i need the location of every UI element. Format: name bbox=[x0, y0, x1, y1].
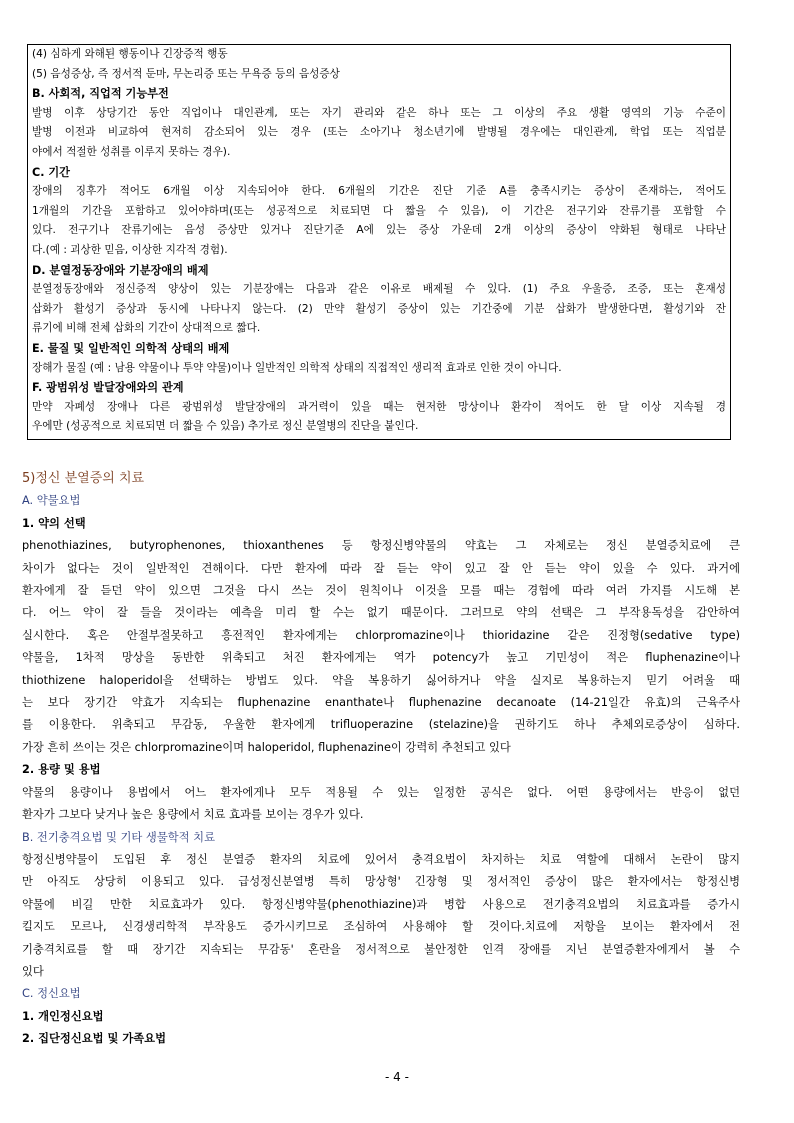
subsection-b-title: B. 전기충격요법 및 기타 생물학적 치료 bbox=[22, 830, 215, 844]
paragraph-line: 킬지도 모르나, 신경생리학적 부작용도 증가시키므로 조심하여 사용해야 할 것이다.치료에 저항을 보이는 환자에서 전 bbox=[22, 920, 740, 934]
criteria-b-title: B. 사회적, 직업적 기능부전 bbox=[32, 87, 169, 101]
criteria-d-title: D. 분열정동장애와 기분장애의 배제 bbox=[32, 263, 209, 277]
subsection-a-title: A. 약물요법 bbox=[22, 494, 81, 508]
page-number: - 4 - bbox=[385, 1070, 409, 1084]
criteria-e-line: 장해가 물질 (예 : 남용 약물이나 투약 약물)이나 일반적인 의학적 상태의 직접적인 생리적 효과로 인한 것이 아니다. bbox=[32, 361, 562, 374]
criteria-d-line: 삽화가 활성기 증상과 동시에 나타나지 않는다. (2) 만약 활성기 증상이 있는 기간중에 기분 삽화가 발생한다면, 활성기와 잔 bbox=[32, 302, 726, 315]
diagnostic-criteria-box bbox=[27, 44, 731, 440]
paragraph-line: 기충격치료를 할 때 장기간 지속되는 무감동' 혼란을 정서적으로 불안정한 인격 장애를 지닌 분열증환자에게서 볼 수 bbox=[22, 942, 740, 956]
c2-heading: 2. 집단정신요법 및 가족요법 bbox=[22, 1032, 166, 1046]
paragraph-line: 는 보다 장기간 약효가 지속되는 fluphenazine enanthate나 fluphenazine decanoate (14-21일간 유효)의 근육주사 bbox=[22, 696, 740, 710]
paragraph-line: 항정신병약물이 도입된 후 정신 분열증 환자의 치료에 있어서 충격요법이 차지하는 치료 역할에 대해서 논란이 많지 bbox=[22, 852, 740, 866]
criteria-d-line: 분열정동장애와 정신증적 양상이 있는 기분장애는 다음과 같은 이유로 배제될 수 있다. (1) 주요 우울증, 조증, 또는 혼재성 bbox=[32, 283, 726, 296]
criteria-b-line: 발병 이전과 비교하여 현저히 감소되어 있는 경우 (또는 소아기나 청소년기에 발병될 경우에는 대인관계, 학업 또는 직업분 bbox=[32, 126, 726, 139]
a2-heading: 2. 용량 및 용법 bbox=[22, 763, 101, 777]
paragraph-line: 가장 흔히 쓰이는 것은 chlorpromazine이며 haloperidol, fluphenazine이 강력히 추천되고 있다 bbox=[22, 740, 511, 754]
criteria-c-line: 있다. 전구기나 잔류기에는 음성 증상만 있거나 진단기준 A에 있는 증상 가운데 2개 이상의 증상이 약화된 형태로 나타난 bbox=[32, 224, 726, 237]
paragraph-line: 있다 bbox=[22, 964, 44, 978]
paragraph-line: 실시한다. 혹은 안절부절못하고 흥전적인 환자에게는 chlorpromazine이나 thioridazine 같은 진정형(sedative type) bbox=[22, 628, 740, 642]
paragraph-line: 환자에게 잘 듣던 약이 있으면 그것을 다시 쓰는 것이 원칙이나 이것을 모를 때는 경험에 따라 여러 가지를 시도해 본 bbox=[22, 584, 740, 598]
criteria-f-line: 만약 자폐성 장애나 다른 광범위성 발달장애의 과거력이 있을 때는 현저한 망상이나 환각이 적어도 한 달 이상 지속될 경 bbox=[32, 400, 726, 413]
paragraph-line: 를 이용한다. 위축되고 무감동, 우울한 환자에게 trifluoperazine (stelazine)을 권하기도 하나 추체외로증상이 심하다. bbox=[22, 718, 740, 732]
paragraph-line: 환자가 그보다 낮거나 높은 용량에서 치료 효과를 보이는 경우가 있다. bbox=[22, 808, 364, 822]
criteria-e-title: E. 물질 및 일반적인 의학적 상태의 배제 bbox=[32, 341, 230, 355]
criteria-c-line: 다.(예 : 괴상한 믿음, 이상한 지각적 경험). bbox=[32, 243, 228, 256]
paragraph-line: phenothiazines, butyrophenones, thioxanthenes 등 항정신병약물의 약효는 그 자체로는 정신 분열증치료에 큰 bbox=[22, 539, 740, 553]
paragraph-line: 다. 어느 약이 잘 들을 것이라는 예측을 미리 할 수는 없기 때문이다. 그러므로 약의 선택은 그 부작용독성을 감안하여 bbox=[22, 606, 740, 620]
criteria-f-line: 우에만 (성공적으로 치료되면 더 짧을 수 있음) 추가로 정신 분열병의 진단을 붙인다. bbox=[32, 420, 419, 433]
criteria-b-line: 야에서 적절한 성취를 이루지 못하는 경우). bbox=[32, 145, 231, 158]
criteria-c-title: C. 기간 bbox=[32, 165, 70, 179]
criteria-c-line: 장애의 징후가 적어도 6개월 이상 지속되어야 한다. 6개월의 기간은 진단 기준 A를 충족시키는 증상이 존재하는, 적어도 bbox=[32, 185, 726, 198]
criteria-c-line: 1개월의 기간을 포함하고 있어야하며(또는 성공적으로 치료되면 다 짧을 수 있음), 이 기간은 전구기와 잔류기를 포함할 수 bbox=[32, 204, 726, 217]
subsection-c-title: C. 정신요법 bbox=[22, 987, 81, 1001]
criteria-b-line: 발병 이후 상당기간 동안 직업이나 대인관계, 또는 자기 관리와 같은 하나 또는 그 이상의 주요 생활 영역의 기능 수준이 bbox=[32, 106, 726, 119]
paragraph-line: 약물을, 1차적 망상을 동반한 위축되고 처진 환자에게는 역가 potency가 높고 기민성이 적은 fluphenazine이나 bbox=[22, 651, 740, 665]
paragraph-line: 만 아직도 상당히 이용되고 있다. 급성정신분열병 특히 망상형' 긴장형 및 정서적인 증상이 많은 환자에서는 항정신병 bbox=[22, 875, 740, 889]
treatment-section bbox=[22, 468, 740, 1051]
c1-heading: 1. 개인정신요법 bbox=[22, 1009, 104, 1023]
paragraph-line: 차이가 없다는 것이 일반적인 견해이다. 다만 환자에 따라 잘 듣는 약이 있고 잘 안 듣는 약이 있을 수 있다. 과거에 bbox=[22, 561, 740, 575]
criteria-item-5: (5) 음성증상, 즉 정서적 둔마, 무논리증 또는 무욕증 등의 음성증상 bbox=[32, 67, 340, 80]
a1-heading: 1. 약의 선택 bbox=[22, 516, 86, 530]
paragraph-line: thiothizene haloperidol을 선택하는 방법도 있다. 약을 복용하기 싫어하거나 약을 실지로 복용하는지 믿기 어려울 때 bbox=[22, 673, 740, 687]
paragraph-line: 약물의 용량이나 용법에서 어느 환자에게나 모두 적용될 수 있는 일정한 공식은 없다. 어떤 용량에서는 반응이 없던 bbox=[22, 785, 740, 799]
criteria-f-title: F. 광범위성 발달장애와의 관계 bbox=[32, 381, 184, 395]
criteria-item-4: (4) 심하게 와해된 행동이나 긴장증적 행동 bbox=[32, 48, 228, 60]
section-title: 5)정신 분열증의 치료 bbox=[22, 471, 145, 486]
paragraph-line: 약물에 비길 만한 치료효과가 있다. 항정신병약물(phenothiazine)과 병합 사용으로 전기충격요법의 치료효과를 증가시 bbox=[22, 897, 740, 911]
criteria-d-line: 류기에 비해 전체 삽화의 기간이 상대적으로 짧다. bbox=[32, 322, 261, 335]
